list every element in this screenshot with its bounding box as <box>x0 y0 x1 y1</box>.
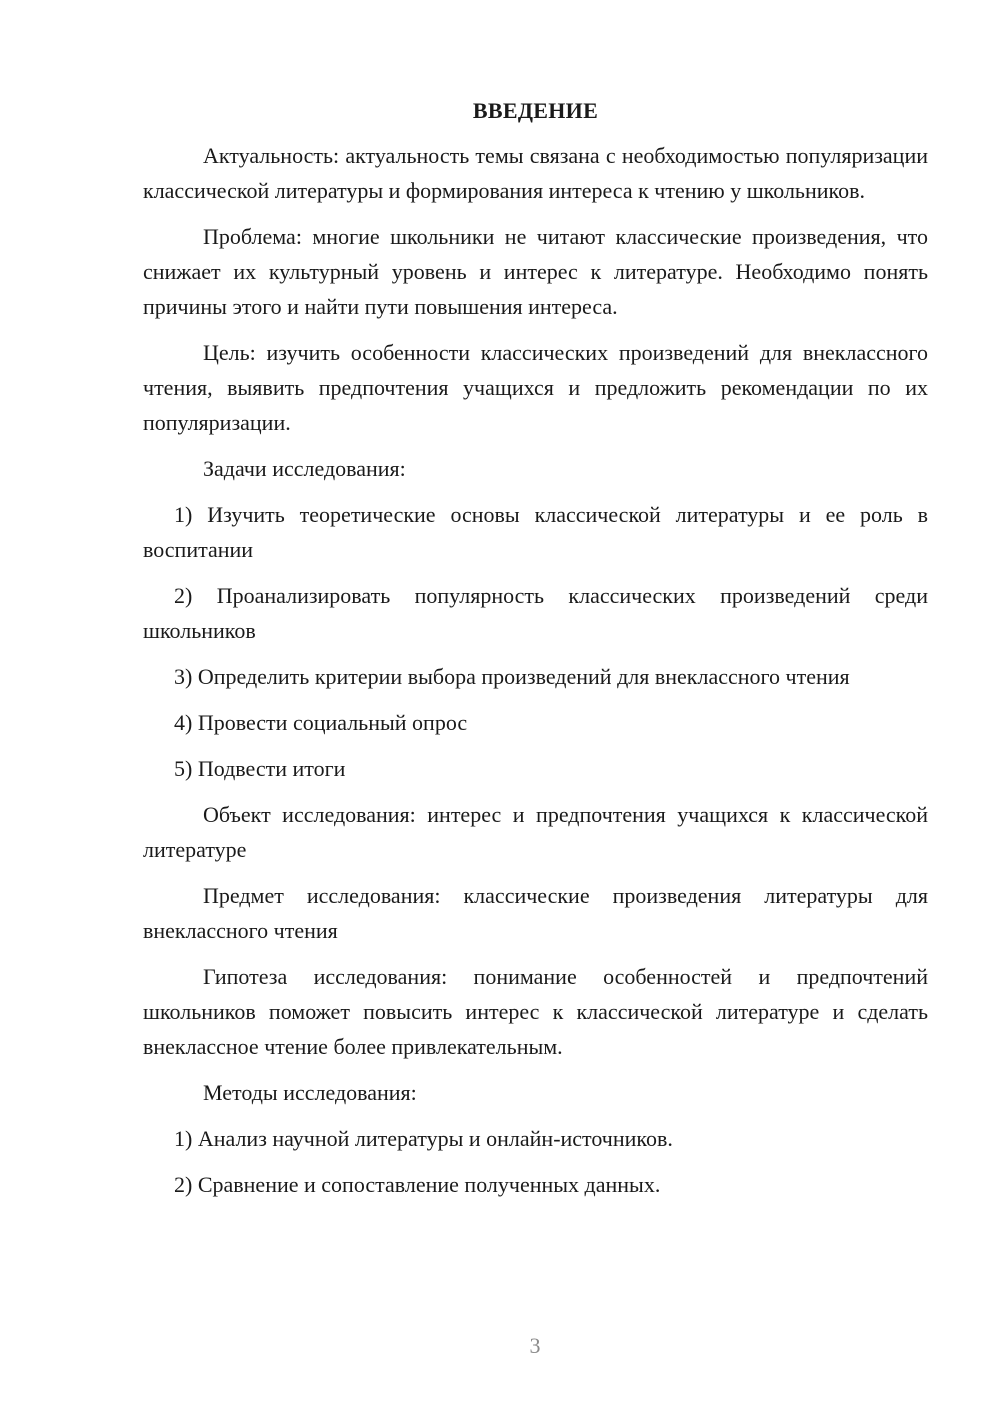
subject-paragraph: Предмет исследования: классические произведения литературы для внеклассного чтения <box>143 883 928 943</box>
methods-heading: Методы исследования: <box>203 1080 417 1105</box>
task-item: 1) Изучить теоретические основы классической литературы и ее роль в воспитании <box>143 502 928 562</box>
tasks-heading: Задачи исследования: <box>203 456 406 481</box>
document-page <box>143 96 928 1213</box>
object-paragraph: Объект исследования: интерес и предпочтения учащихся к классической литературе <box>143 802 928 862</box>
method-item: 2) Сравнение и сопоставление полученных данных. <box>174 1172 661 1197</box>
task-item: 4) Провести социальный опрос <box>174 710 468 735</box>
problem-paragraph: Проблема: многие школьники не читают классические произведения, что снижает их культурный уровень и интерес к литературе. Необходимо понять причины этого и найти пути повышения интереса. <box>143 224 928 319</box>
page-title: ВВЕДЕНИЕ <box>472 98 599 123</box>
task-item: 2) Проанализировать популярность классических произведений среди школьников <box>143 583 928 643</box>
method-item: 1) Анализ научной литературы и онлайн-источников. <box>174 1126 673 1151</box>
task-item: 5) Подвести итоги <box>174 756 346 781</box>
page-number: 3 <box>529 1333 541 1358</box>
hypothesis-paragraph: Гипотеза исследования: понимание особенностей и предпочтений школьников поможет повысить интерес к классической литературе и сделать внеклассное чтение более привлекательным. <box>143 964 928 1059</box>
task-item: 3) Определить критерии выбора произведений для внеклассного чтения <box>174 664 850 689</box>
relevance-paragraph: Актуальность: актуальность темы связана с необходимостью популяризации классической литературы и формирования интереса к чтению у школьников. <box>143 143 928 203</box>
goal-paragraph: Цель: изучить особенности классических произведений для внеклассного чтения, выявить предпочтения учащихся и предложить рекомендации по их популяризации. <box>143 340 928 435</box>
